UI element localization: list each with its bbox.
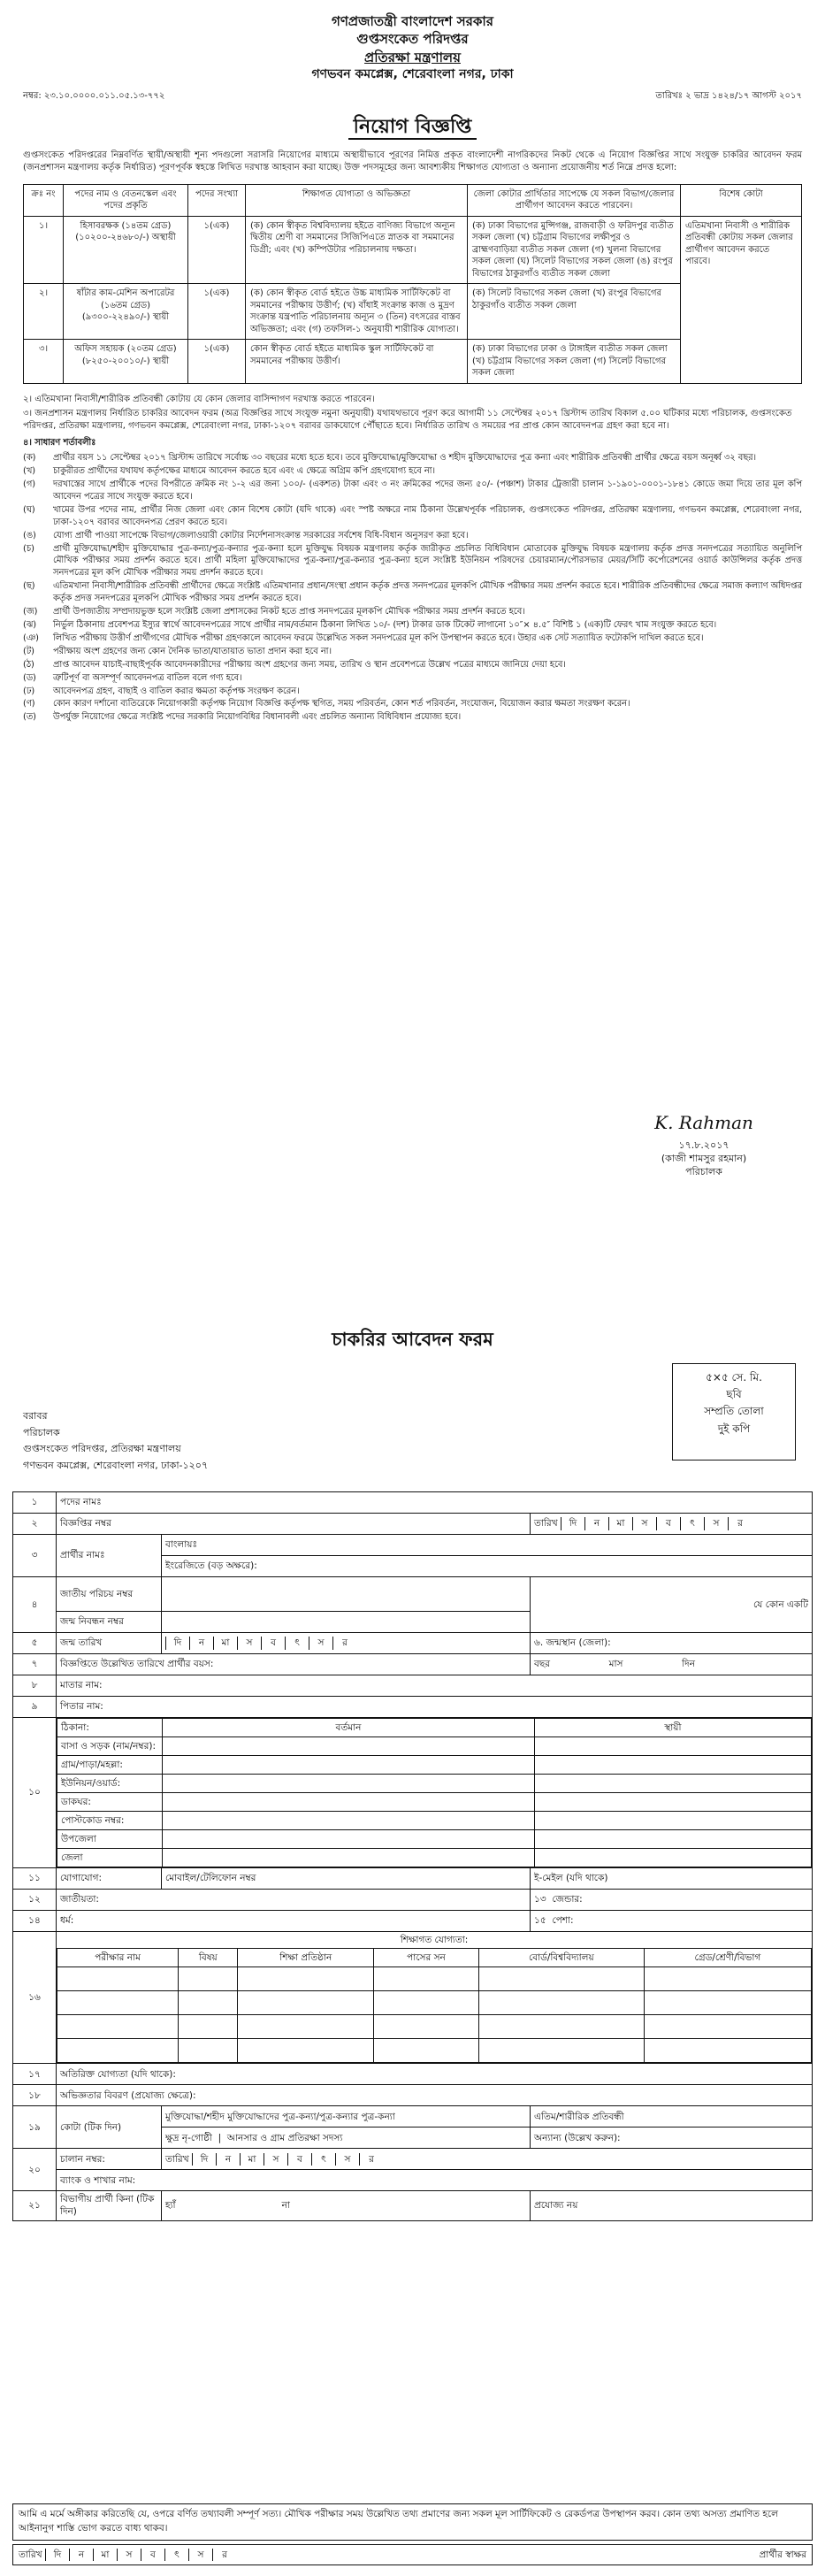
condition-text: এতিমখানা নিবাসী/শারীরিক প্রতিবন্ধী প্রার্থীদের ক্ষেত্রে সংশ্লিষ্ট এতিমখানার প্রধান/সংস্থা প্রধান কর্তৃক প্রদত্ত সনদপত্রের মূলকপি মৌখিক পরীক্ষার সময় প্রদর্শন করতে হবে। শারীরিক প্রতিবন্ধীদের ক্ষেত্রে সমাজ কল্যাণ অধিদপ্তর কর্তৃক প্রদত্ত সনদপত্রের মূলকপি মৌখিক পরীক্ষার সময় প্রদর্শন করতে হবে। xyxy=(53,581,802,604)
reference-row xyxy=(0,90,825,103)
date-box[interactable]: ন xyxy=(216,2153,240,2166)
permanent-postoffice-field[interactable] xyxy=(534,1793,811,1812)
addr-location: গণভবন কমপ্লেক্স, শেরেবাংলা নগর, ঢাকা-১২০৭ xyxy=(23,1460,209,1472)
cell-districts: (ক) ঢাকা বিভাগের মুন্সিগঞ্জ, রাজবাড়ী ও ফরিদপুর ব্যতীত সকল জেলা (খ) চট্টগ্রাম বিভাগের লক্ষীপুর ও ব্রাহ্মণবাড়িয়া ব্যতীত সকল জেলা (গ) খুলনা বিভাগের সকল জেলা (ঘ) সিলেট বিভাগের সকল জেলা (ঙ) রংপুর বিভাগের ঠাকুরগাঁও ব্যতীত সকল জেলা xyxy=(468,216,681,284)
condition-marker: (ঘ) xyxy=(23,504,35,515)
declaration: আমি এ মর্মে অঙ্গীকার করিতেছি যে, ওপরে বর্ণিত তথ্যাবলী সম্পূর্ণ সত্য। মৌখিক পরীক্ষার সময় উল্লেখিত তথ্য প্রমাণের জন্য সকল মূল সার্টিফিকেট ও রেকর্ডপত্র উপস্থাপন করব। কোন তথ্য অসত্য প্রমাণিত হলে আইনানুগ শাস্তি ভোগ করতে বাধ্য থাকব। xyxy=(12,2503,813,2541)
condition-item xyxy=(23,543,802,580)
email-field[interactable] xyxy=(531,1868,813,1890)
header-office: গুপ্তসংকেত পরিদপ্তর xyxy=(356,31,469,48)
date-box[interactable]: দি xyxy=(561,1517,584,1530)
condition-item xyxy=(23,452,802,464)
field-label: পিতার নাম: xyxy=(60,1701,103,1713)
condition-marker: (ছ) xyxy=(23,581,35,592)
condition-text: উপর্যুক্ত নিয়োগের ক্ষেত্রে সংশ্লিষ্ট পদের সরকারি নিয়োগবিধির বিধানাবলী এবং প্রচলিত অন্যান্য বিধিবিধান প্রযোজ্য হবে। xyxy=(53,712,462,723)
date-box[interactable]: স xyxy=(264,2153,287,2166)
condition-item xyxy=(23,580,802,605)
date-box[interactable]: স xyxy=(117,2549,141,2561)
col-quota: বিশেষ কোটা xyxy=(681,184,802,216)
date-box[interactable]: স xyxy=(188,2549,212,2561)
form-row-mother xyxy=(13,1675,813,1697)
conditions-title: ৪। সাধারণ শর্তাবলীঃ xyxy=(23,438,96,448)
date-box[interactable]: ন xyxy=(69,2549,93,2561)
condition-text: যোগ্য প্রার্থী পাওয়া সাপেক্ষে বিভাগ/জেলাওয়ারী কোটার নির্দেশনাসংক্রান্ত সরকারের সর্বশেষ বিধি-বিধান অনুসরণ করা হবে। xyxy=(53,530,469,540)
cell-quota: এতিমখানা নিবাসী ও শারীরিক প্রতিবন্ধী কোটায় সকল জেলার প্রার্থীগণ আবেদন করতে পারবে। xyxy=(681,216,802,383)
condition-text: প্রার্থী মুক্তিযোদ্ধা/শহীদ মুক্তিযোদ্ধার পুত্র-কন্যা/পুত্র-কন্যার পুত্র-কন্যা হলে মুক্তিযুদ্ধ বিষয়ক মন্ত্রণালয় কর্তৃক জারীকৃত প্রচলিত বিধিবিধান মোতাবেক মুক্তিযুদ্ধ বিষয়ক মন্ত্রণালয় কর্তৃক প্রদত্ত সনদপত্রের সত্যায়িত অনুলিপি মৌখিক পরীক্ষার সময় প্রদর্শন করতে হবে। প্রার্থী মহিলা মুক্তিযোদ্ধাদের পুত্র-কন্যা/পুত্র-কন্যার পুত্র-কন্যা হলে সংশ্লিষ্ট ইউনিয়ন পরিষদের চেয়ারম্যান/পৌরসভার মেয়র/সিটি কর্পোরেশনের ওয়ার্ড কাউন্সিলর কর্তৃক প্রদত্ত সনদপত্রের মূল কপি মৌখিক পরীক্ষার সময় প্রদর্শন করতে হবে। xyxy=(53,543,802,579)
signature-scribble: K. Rahman xyxy=(654,1112,753,1133)
age-field[interactable] xyxy=(531,1654,813,1675)
table-row[interactable] xyxy=(57,2039,812,2063)
condition-item xyxy=(23,606,802,618)
notice-intro: গুপ্তসংকেত পরিদপ্তরের নিম্নবর্ণিত স্থায়ী/অস্থায়ী শূন্য পদগুলো সরাসরি নিয়োগের মাধ্যমে অস্থায়ীভাবে পূরণের নিমিত্ত প্রকৃত বাংলাদেশী নাগরিকদের নিকট থেকে এ নিয়োগ বিজ্ঞপ্তির সাথে সংযুক্ত চাকরির আবেদন ফরম (জনপ্রশাসন মন্ত্রণালয় কর্তৃক নির্ধারিত) পূরণপূর্বক স্বহস্তে লিখিত দরখাস্ত আহবান করা যাচ্ছে। উক্ত পদসমূহের জন্য আবশ্যকীয় শিক্ষাগত যোগ্যতা ও অন্যান্য প্রয়োজনীয় শর্ত নিম্নে প্রদত্ত হলো: xyxy=(23,150,802,173)
col-districts: জেলা কোটার প্রার্থিতার সাপেক্ষে যে সকল বিভাগ/জেলার প্রার্থীগণ আবেদন করতে পারবেন। xyxy=(468,184,681,216)
row-number: ৩ xyxy=(13,1535,57,1577)
cell-post: ষাঁটার কাম-মেশিন অপারেটর (১৬তম গ্রেড) (৯৩০০-২২৪৯০/-) স্থায়ী xyxy=(64,284,188,340)
form-row-contact xyxy=(13,1868,813,1890)
row-number: ২১ xyxy=(13,2191,57,2220)
photo-box xyxy=(672,1363,796,1460)
post-name-field[interactable] xyxy=(57,1492,813,1514)
addr-office: গুপ্তসংকেত পরিদপ্তর, প্রতিরক্ষা মন্ত্রণালয় xyxy=(23,1443,181,1455)
form-row-departmental xyxy=(13,2191,813,2220)
form-row-notice xyxy=(13,1514,813,1535)
form-row-nid xyxy=(13,1577,813,1612)
date-boxes xyxy=(45,2549,236,2560)
edu-col-subject: বিষয় xyxy=(179,1949,238,1967)
form-title: চাকরির আবেদন ফরম xyxy=(332,1329,493,1350)
extra-qualification-field[interactable] xyxy=(57,2064,813,2085)
condition-marker: (গ) xyxy=(23,479,36,490)
condition-item xyxy=(23,686,802,698)
header-govt: গণপ্রজাতন্ত্রী বাংলাদেশ সরকার xyxy=(332,13,493,29)
field-label: ঠিকানা: xyxy=(57,1719,163,1737)
date-boxes xyxy=(192,2154,383,2165)
field-label: মাতার নাম: xyxy=(60,1680,103,1691)
form-row-address xyxy=(13,1718,813,1868)
condition-item xyxy=(23,646,802,658)
form-row-nationality xyxy=(13,1890,813,1911)
present-address-header: বর্তমান xyxy=(163,1719,535,1737)
condition-marker: (ড) xyxy=(23,672,36,683)
field-label: জেন্ডার: xyxy=(552,1894,583,1905)
months-label: মাস xyxy=(608,1659,623,1670)
row-number: ৮ xyxy=(13,1675,57,1697)
field-label: বাংলায়ঃ xyxy=(165,1539,198,1551)
date-box[interactable]: স xyxy=(632,1517,656,1530)
edu-col-grade: গ্রেড/শ্রেণী/বিভাগ xyxy=(644,1949,811,1967)
field-label: অভিজ্ঞতার বিবরণ (প্রযোজ্য ক্ষেত্রে): xyxy=(60,2089,196,2101)
dob-field[interactable] xyxy=(162,1633,531,1654)
permanent-district-field[interactable] xyxy=(534,1849,811,1867)
posts-table xyxy=(23,184,802,384)
edu-col-year: পাসের সন xyxy=(374,1949,479,1967)
mother-name-field[interactable] xyxy=(57,1675,813,1697)
row-number: ৯ xyxy=(13,1697,57,1718)
edu-col-institute: শিক্ষা প্রতিষ্ঠান xyxy=(238,1949,374,1967)
signature-date: ১৭.৮.২০১৭ xyxy=(678,1139,730,1151)
form-row-dob xyxy=(13,1633,813,1654)
addr-director: পরিচালক xyxy=(23,1426,60,1438)
postcode-label: পোস্টকোড নম্বর: xyxy=(57,1812,163,1830)
date-box[interactable]: দি xyxy=(192,2153,216,2166)
field-label: কোটা (টিক দিন) xyxy=(57,2106,162,2149)
date-box[interactable]: মা xyxy=(213,1637,237,1649)
permanent-village-field[interactable] xyxy=(534,1756,811,1775)
field-label: যোগাযোগ: xyxy=(57,1868,162,1890)
option-label: এতিম/শারীরিক প্রতিবন্ধী xyxy=(534,2111,624,2122)
nationality-field[interactable] xyxy=(57,1890,531,1911)
cell-qualification: (ক) কোন স্বীকৃত বিশ্ববিদ্যালয় হইতে বাণিজ্য বিভাগে অন্যূন দ্বিতীয় শ্রেণী বা সমমানের সিজিপিএতে স্নাতক বা সমমানের ডিগ্রী; এবং (খ) কম্পিউটার পরিচালনায় দক্ষতা। xyxy=(246,216,468,284)
condition-text: পরীক্ষায় অংশ গ্রহণের জন্য কোন দৈনিক ভাতা/যাতায়াত ভাতা প্রদান করা হবে না। xyxy=(53,646,332,656)
field-label: তারিখ xyxy=(19,2549,42,2560)
field-label: জন্ম নিবন্ধন নম্বর xyxy=(57,1612,162,1633)
either-one-note: যে কোন একটি xyxy=(531,1577,813,1633)
experience-field[interactable] xyxy=(57,2085,813,2106)
quota-other[interactable] xyxy=(531,2128,813,2149)
condition-item xyxy=(23,619,802,632)
education-block xyxy=(57,1932,813,2064)
option-not-applicable[interactable]: প্রযোজ্য নয় xyxy=(534,2200,578,2212)
cell-districts: (ক) সিলেট বিভাগের সকল জেলা (খ) রংপুর বিভাগের ঠাকুরগাঁও ব্যতীত সকল জেলা xyxy=(468,284,681,340)
permanent-upazila-field[interactable] xyxy=(534,1830,811,1849)
row-number: ৭ xyxy=(13,1654,57,1675)
date-box[interactable]: মা xyxy=(240,2153,264,2166)
form-row-age xyxy=(13,1654,813,1675)
date-box[interactable]: ৎ xyxy=(680,1517,704,1530)
applicant-signature-label: প্রার্থীর স্বাক্ষর xyxy=(759,2549,806,2560)
row-number: ১৩ xyxy=(534,1894,546,1905)
date-box[interactable]: ব xyxy=(261,1637,285,1649)
field-label: জন্ম তারিখ xyxy=(57,1633,162,1654)
option-label: অন্যান্য (উল্লেখ করুন): xyxy=(534,2132,621,2143)
education-title: শিক্ষাগত যোগ্যতা: xyxy=(400,1935,469,1945)
photo-size: ৫×৫ সে. মি. xyxy=(706,1371,762,1384)
row-number: ১১ xyxy=(13,1868,57,1890)
col-sl: ক্রঃ নং xyxy=(24,184,64,216)
date-box[interactable]: ন xyxy=(584,1517,608,1530)
form-row-bank xyxy=(13,2170,813,2191)
form-row-experience xyxy=(13,2085,813,2106)
cell-districts: (ক) ঢাকা বিভাগের ঢাকা ও টাঙ্গাইল ব্যতীত সকল জেলা (খ) চট্টগ্রাম বিভাগের সকল জেলা (গ) সিলেট বিভাগের সকল জেলা xyxy=(468,340,681,384)
permanent-address-header: স্থায়ী xyxy=(534,1719,811,1737)
name-english-field[interactable] xyxy=(162,1556,813,1577)
date-box[interactable]: ৎ xyxy=(164,2549,188,2561)
col-qualification: শিক্ষাগত যোগ্যতা ও অভিজ্ঞতা xyxy=(246,184,468,216)
row-number: ১৭ xyxy=(13,2064,57,2085)
district-label: জেলা xyxy=(57,1849,163,1867)
conditions-list xyxy=(23,452,802,724)
row-number: ১২ xyxy=(13,1890,57,1911)
row-number: ১৫ xyxy=(534,1915,546,1927)
field-label: জাতীয় পরিচয় নম্বর xyxy=(57,1577,162,1612)
date-box[interactable]: ন xyxy=(189,1637,213,1649)
condition-item xyxy=(23,530,802,542)
birthplace-field[interactable] xyxy=(531,1633,813,1654)
field-label: পদের নামঃ xyxy=(60,1497,102,1508)
union-label: ইউনিয়ন/ওয়ার্ড: xyxy=(57,1775,163,1793)
present-village-field[interactable] xyxy=(163,1756,535,1775)
photo-label: ছবি xyxy=(726,1388,742,1401)
option-no[interactable]: না xyxy=(281,2200,290,2212)
condition-marker: (ঝ) xyxy=(23,620,37,631)
condition-text: ত্রুটিপূর্ণ বা অসম্পূর্ণ আবেদনপত্র বাতিল বলে গণ্য হবে। xyxy=(53,672,242,683)
date-box[interactable]: ৎ xyxy=(285,1637,309,1649)
form-row-religion xyxy=(13,1911,813,1932)
mobile-field[interactable] xyxy=(162,1868,531,1890)
form-row-post xyxy=(13,1492,813,1514)
edu-col-board: বোর্ড/বিশ্ববিদ্যালয় xyxy=(478,1949,644,1967)
signatory-title: পরিচালক xyxy=(685,1165,722,1177)
name-bangla-field[interactable] xyxy=(162,1535,813,1556)
row-number: ৫ xyxy=(13,1633,57,1654)
form-row-challan xyxy=(13,2149,813,2170)
row-number: ১৮ xyxy=(13,2085,57,2106)
condition-text: নির্ভুল ঠিকানায় প্রবেশপত্র ইস্যুর স্বার্থে আবেদনপত্রের সাথে প্রার্থীর নাম/বর্তমান ঠিকানা লিখিত ১০/- (দশ) টাকার ডাক টিকেট লাগানো ১০″× ৪.৫″ বিশিষ্ট ১ (এক)টি ফেরৎ খাম সংযুক্ত করতে হবে। xyxy=(53,620,717,631)
field-label: বিজ্ঞপ্তিতে উল্লেখিত তারিখে প্রার্থীর বয়স: xyxy=(57,1654,531,1675)
cell-count: ১(এক) xyxy=(188,284,246,340)
birth-reg-field[interactable] xyxy=(162,1612,531,1633)
bottom-date[interactable] xyxy=(19,2549,236,2561)
cell-sl: ২। xyxy=(24,284,64,340)
condition-text: কোন কারণ দর্শানো ব্যতিরেকে নিয়োগকারী কর্তৃপক্ষ নিয়োগ বিজ্ঞপ্তি কর্তৃপক্ষ স্থগিত, সময় পরিবর্তন, কোন শর্ত পরিবর্তন, সংযোজন, বিয়োজন করার ক্ষমতা সংরক্ষণ করেন। xyxy=(53,699,630,709)
condition-text: প্রাপ্ত আবেদন যাচাই-বাছাইপূর্বক আবেদনকারীদের পরীক্ষায় অংশ গ্রহণের জন্য সময়, তারিখ ও স্থান প্রবেশপত্রে উল্লেখ পত্রের মাধ্যমে জানিয়ে দেয়া হবে। xyxy=(53,659,566,670)
condition-item xyxy=(23,632,802,645)
gender-field[interactable] xyxy=(531,1890,813,1911)
form-row-extra xyxy=(13,2064,813,2085)
field-label: মোবাইল/টেলিফোন নম্বর xyxy=(165,1873,256,1884)
departmental-na[interactable] xyxy=(531,2191,813,2220)
date-box[interactable]: ব xyxy=(287,2153,311,2166)
col-count: পদের সংখ্যা xyxy=(188,184,246,216)
condition-marker: (ত) xyxy=(23,712,36,723)
option-label: ক্ষুদ্র নৃ-গোষ্ঠী xyxy=(165,2132,212,2143)
field-label: বিজ্ঞপ্তির নম্বর xyxy=(60,1518,111,1530)
cell-sl: ৩। xyxy=(24,340,64,384)
notice-title: নিয়োগ বিজ্ঞপ্তি xyxy=(0,114,825,141)
option-label: মুক্তিযোদ্ধা/শহীদ মুক্তিযোদ্ধাদের পুত্র-কন্যা/পুত্র-কন্যার পুত্র-কন্যা xyxy=(165,2111,395,2122)
form-row-name-bn xyxy=(13,1535,813,1556)
field-label: তারিখ xyxy=(534,1518,558,1530)
row-number: ১ xyxy=(13,1492,57,1514)
present-district-field[interactable] xyxy=(163,1849,535,1867)
table-row xyxy=(24,216,802,284)
header-ministry: প্রতিরক্ষা মন্ত্রণালয় xyxy=(364,49,461,65)
condition-text: লিখিত পরীক্ষায় উত্তীর্ণ প্রার্থীগণের মৌখিক পরীক্ষা গ্রহণকালে আবেদন ফরমে উল্লেখিত সকল সনদপত্রের মূল কপি উপস্থাপন করতে হবে। উহার এক সেট সত্যায়িত ফটোকপি দাখিল করতে হবে। xyxy=(53,632,704,643)
field-label: ৬. জন্মস্থান (জেলা): xyxy=(534,1637,611,1649)
condition-text: চাকুরীরত প্রার্থীদের যথাযথ কর্তৃপক্ষের মাধ্যমে আবেদন করতে হবে এবং এ ক্ষেত্রে অগ্রিম কপি গ্রহণযোগ্য হবে না। xyxy=(53,466,436,477)
field-label: প্রার্থীর নামঃ xyxy=(57,1535,162,1577)
option-label: আনসার ও গ্রাম প্রতিরক্ষা সদস্য xyxy=(226,2132,343,2143)
cell-count: ১(এক) xyxy=(188,340,246,384)
date-boxes xyxy=(165,1637,356,1648)
present-house-field[interactable] xyxy=(163,1737,535,1756)
departmental-yes-no[interactable] xyxy=(162,2191,531,2220)
row-number: ৪ xyxy=(13,1577,57,1633)
condition-marker: (খ) xyxy=(23,466,36,477)
col-post: পদের নাম ও বেতনস্কেল এবং পদের প্রকৃতি xyxy=(64,184,188,216)
date-box[interactable]: স xyxy=(309,1637,332,1649)
cell-post: অফিস সহায়ক (২০তম গ্রেড) (৮২৫০-২০০১০/-) স্থায়ী xyxy=(64,340,188,384)
condition-marker: (চ) xyxy=(23,543,34,554)
row-number: ২০ xyxy=(13,2149,57,2191)
form-address xyxy=(23,1408,208,1475)
condition-marker: (ক) xyxy=(23,453,36,464)
date-box[interactable]: র xyxy=(212,2549,236,2561)
address-table xyxy=(57,1718,812,1867)
condition-text: আবেদনপত্র গ্রহণ, বাছাই ও বাতিল করার ক্ষমতা কর্তৃপক্ষ সংরক্ষণ করেন। xyxy=(53,686,300,696)
quota-orphan[interactable] xyxy=(531,2106,813,2128)
condition-text: খামের উপর পদের নাম, প্রার্থীর নিজ জেলা এবং কোন বিশেষ কোটা (যদি থাকে) এবং স্পষ্ট অক্ষরে নাম ঠিকানা উল্লেখপূর্বক পরিচালক, গুপ্তসংকেত পরিদপ্তর, প্রতিরক্ষা মন্ত্রণালয়, গণভবন কমপ্লেক্স, শেরেবাংলা নগর, ঢাকা-১২০৭ বরাবর আবেদনপত্র প্রেরণ করতে হবে। xyxy=(53,504,802,527)
notes xyxy=(0,384,825,433)
date-box[interactable]: দি xyxy=(45,2549,69,2561)
post-office-label: ডাকঘর: xyxy=(57,1793,163,1812)
photo-recent: সম্প্রতি তোলা xyxy=(704,1405,764,1418)
condition-marker: (জ) xyxy=(23,607,38,617)
date-box[interactable]: র xyxy=(359,2153,383,2166)
field-label: ধর্ম: xyxy=(60,1915,74,1927)
photo-copies: দুই কপি xyxy=(717,1422,751,1435)
date-box[interactable]: মা xyxy=(93,2549,117,2561)
row-number: ২ xyxy=(13,1514,57,1535)
condition-marker: (ঢ) xyxy=(23,686,35,696)
father-name-field[interactable] xyxy=(57,1697,813,1718)
condition-marker: (ঠ) xyxy=(23,659,34,670)
memo-date: তারিখঃ ২ ভাদ্র ১৪২৪/১৭ আগস্ট ২০১৭ xyxy=(655,90,802,101)
condition-text: দরখাস্তের সাথে প্রার্থীকে পদের বিপরীতে ক্রমিক নং ১-২ এর জন্য ১০০/- (একশত) টাকা এবং ৩ নং ক্রমিকের পদের জন্য ৫০/- (পঞ্চাশ) টাকার ট্রেজারী চালান ১-১৯০১-০০০১-১৮৪১ কোডে জমা দিয়ে তার মূল কপি আবেদন পত্রের সাথে সংযুক্ত করতে হবে। xyxy=(53,479,802,502)
date-box[interactable]: স xyxy=(237,1637,261,1649)
upazila-label: উপজেলা xyxy=(57,1830,163,1849)
date-box[interactable]: ব xyxy=(141,2549,164,2561)
field-label: বিভাগীয় প্রার্থী কিনা (টিক দিন) xyxy=(57,2191,162,2220)
form-row-father xyxy=(13,1697,813,1718)
present-postcode-field[interactable] xyxy=(163,1812,535,1830)
field-label: জাতীয়তা: xyxy=(60,1894,99,1905)
quota-freedom-fighter[interactable] xyxy=(162,2106,531,2128)
condition-item xyxy=(23,659,802,671)
note-3: ৩। জনপ্রশাসন মন্ত্রণালয় নির্ধারিত চাকরির আবেদন ফরম (অত্র বিজ্ঞপ্তির সাথে সংযুক্ত নমুনা অনুযায়ী) যথাযথভাবে পূরণ করে আগামী ১১ সেপ্টেম্বর ২০১৭ খ্রিস্টাব্দ তারিখ বিকাল ৫.০০ ঘটিকার মধ্যে পরিচালক, গুপ্তসংকেত পরিদপ্তর, প্রতিরক্ষা মন্ত্রণালয়, গণভবন কমপ্লেক্স, শেরেবাংলা নগর, ঢাকা-১২০৭ বরাবর ডাকযোগে পৌঁছাতে হবে। নির্ধারিত তারিখ ও সময়ের পর প্রাপ্ত কোন আবেদনপত্র গ্রহণ করা হবে না। xyxy=(23,409,792,431)
field-label: ব্যাংক ও শাখার নাম: xyxy=(60,2174,136,2186)
date-box[interactable]: র xyxy=(332,1637,356,1649)
date-box[interactable]: মা xyxy=(608,1517,632,1530)
notice-date-field[interactable] xyxy=(531,1514,813,1535)
education-table xyxy=(57,1948,812,2063)
nid-field[interactable] xyxy=(162,1577,531,1612)
permanent-union-field[interactable] xyxy=(534,1775,811,1793)
application-form xyxy=(12,1491,813,2221)
form-row-education xyxy=(13,1932,813,2064)
notice-number-field[interactable] xyxy=(57,1514,531,1535)
field-label: অতিরিক্ত যোগ্যতা (যদি থাকে): xyxy=(60,2068,176,2080)
table-row[interactable] xyxy=(57,2015,812,2039)
field-label: তারিখ xyxy=(165,2153,189,2165)
field-label: পেশা: xyxy=(552,1915,574,1927)
field-label: ই-মেইল (যদি থাকে) xyxy=(534,1873,608,1884)
memo-number: নম্বর: ২৩.১০.০০০০.০১১.০৫.১৩-৭৭২ xyxy=(23,90,165,101)
table-row[interactable] xyxy=(57,1991,812,2015)
occupation-field[interactable] xyxy=(531,1911,813,1932)
condition-item xyxy=(23,698,802,710)
condition-item xyxy=(23,504,802,529)
condition-item xyxy=(23,479,802,503)
present-postoffice-field[interactable] xyxy=(163,1793,535,1812)
cell-qualification: কোন স্বীকৃত বোর্ড হইতে মাধ্যমিক স্কুল সার্টিফিকেট বা সমমানের পরীক্ষায় উত্তীর্ণ। xyxy=(246,340,468,384)
row-number: ১৪ xyxy=(13,1911,57,1932)
bank-field[interactable] xyxy=(57,2170,813,2191)
addr-to: বরাবর xyxy=(23,1410,48,1422)
condition-item xyxy=(23,711,802,724)
option-yes[interactable]: হ্যাঁ xyxy=(165,2200,176,2212)
religion-field[interactable] xyxy=(57,1911,531,1932)
posts-table-header xyxy=(24,184,802,216)
condition-item xyxy=(23,465,802,478)
director-signature xyxy=(615,1111,792,1179)
condition-text: প্রার্থী উপজাতীয় সম্প্রদায়ভুক্ত হলে সংশ্লিষ্ট জেলা প্রশাসকের নিকট হতে প্রাপ্ত সনদপত্রের মূলকপি মৌখিক পরীক্ষার সময় প্রদর্শন করতে হবে। xyxy=(53,607,525,617)
present-upazila-field[interactable] xyxy=(163,1830,535,1849)
field-label: ইংরেজিতে (বড় অক্ষরে): xyxy=(165,1560,257,1572)
note-2: ২। এতিমখানা নিবাসী/শারীরিক প্রতিবন্ধী কোটায় যে কোন জেলার বাসিন্দাগণ দরখাস্ত করতে পারবেন। xyxy=(23,394,375,404)
date-box[interactable]: ৎ xyxy=(311,2153,335,2166)
general-conditions xyxy=(0,437,825,724)
date-box[interactable]: দি xyxy=(165,1637,189,1649)
date-box[interactable]: স xyxy=(704,1517,728,1530)
cell-qualification: (ক) কোন স্বীকৃত বোর্ড হইতে উচ্চ মাধ্যমিক সার্টিফিকেট বা সমমানের পরীক্ষায় উত্তীর্ণ; (খ) বাঁধাই সংক্রান্ত কাজ ও মুদ্রণ সংক্রান্ত যন্ত্রপাতি পরিচালনায় অন্যূন ৩ (তিন) বৎসরের বাস্তব অভিজ্ঞতা; এবং (গ) তফসিল-১ অনুযায়ী শারীরিক যোগ্যতা। xyxy=(246,284,468,340)
cell-post: হিসাবরক্ষক (১৪তম গ্রেড) (১০২০০-২৪৬৮০/-) অস্থায়ী xyxy=(64,216,188,284)
years-label: বছর xyxy=(534,1659,550,1670)
date-box[interactable]: স xyxy=(335,2153,359,2166)
row-number: ১৯ xyxy=(13,2106,57,2149)
house-road-label: বাসা ও সড়ক (নাম/নম্বর): xyxy=(57,1737,163,1756)
row-number: ১৬ xyxy=(13,1932,57,2064)
village-label: গ্রাম/পাড়া/মহল্লা: xyxy=(57,1756,163,1775)
header-address: গণভবন কমপ্লেক্স, শেরেবাংলা নগর, ঢাকা xyxy=(311,66,514,81)
row-number: ১০ xyxy=(13,1718,57,1868)
cell-count: ১(এক) xyxy=(188,216,246,284)
present-union-field[interactable] xyxy=(163,1775,535,1793)
condition-marker: (ট) xyxy=(23,646,34,656)
permanent-house-field[interactable] xyxy=(534,1737,811,1756)
days-label: দিন xyxy=(682,1659,695,1670)
edu-col-exam: পরীক্ষার নাম xyxy=(57,1949,179,1967)
condition-marker: (ণ) xyxy=(23,699,35,709)
table-row[interactable] xyxy=(57,1967,812,1991)
condition-marker: (ঞ) xyxy=(23,632,39,643)
permanent-postcode-field[interactable] xyxy=(534,1812,811,1830)
cell-sl: ১। xyxy=(24,216,64,284)
date-box[interactable]: র xyxy=(728,1517,752,1530)
condition-marker: (ঙ) xyxy=(23,530,36,540)
signatory-name: (কাজী শামসুর রহমান) xyxy=(661,1152,747,1164)
challan-date-field[interactable] xyxy=(162,2149,813,2170)
quota-ethnic[interactable]: ক্ষুদ্র নৃ-গোষ্ঠী | আনসার ও গ্রাম প্রতিরক্ষা সদস্য xyxy=(162,2128,531,2149)
date-box[interactable]: ব xyxy=(656,1517,680,1530)
field-label: চালান নম্বর: xyxy=(57,2149,162,2170)
signature-row xyxy=(12,2544,813,2565)
form-row-quota xyxy=(13,2106,813,2128)
address-block xyxy=(57,1718,813,1868)
condition-item xyxy=(23,672,802,685)
date-boxes xyxy=(561,1518,752,1529)
condition-text: প্রার্থীর বয়স ১১ সেপ্টেম্বর ২০১৭ খ্রিস্টাব্দ তারিখে সর্বোচ্চ ৩০ বছরের মধ্যে হতে হবে। তবে মুক্তিযোদ্ধা/মুক্তিযোদ্ধা ও শহীদ মুক্তিযোদ্ধাদের পুত্র কন্যা এবং শারীরিক প্রতিবন্ধী প্রার্থীর ক্ষেত্রে বয়স অনূর্ধ্ব ৩২ বছর। xyxy=(53,453,757,464)
